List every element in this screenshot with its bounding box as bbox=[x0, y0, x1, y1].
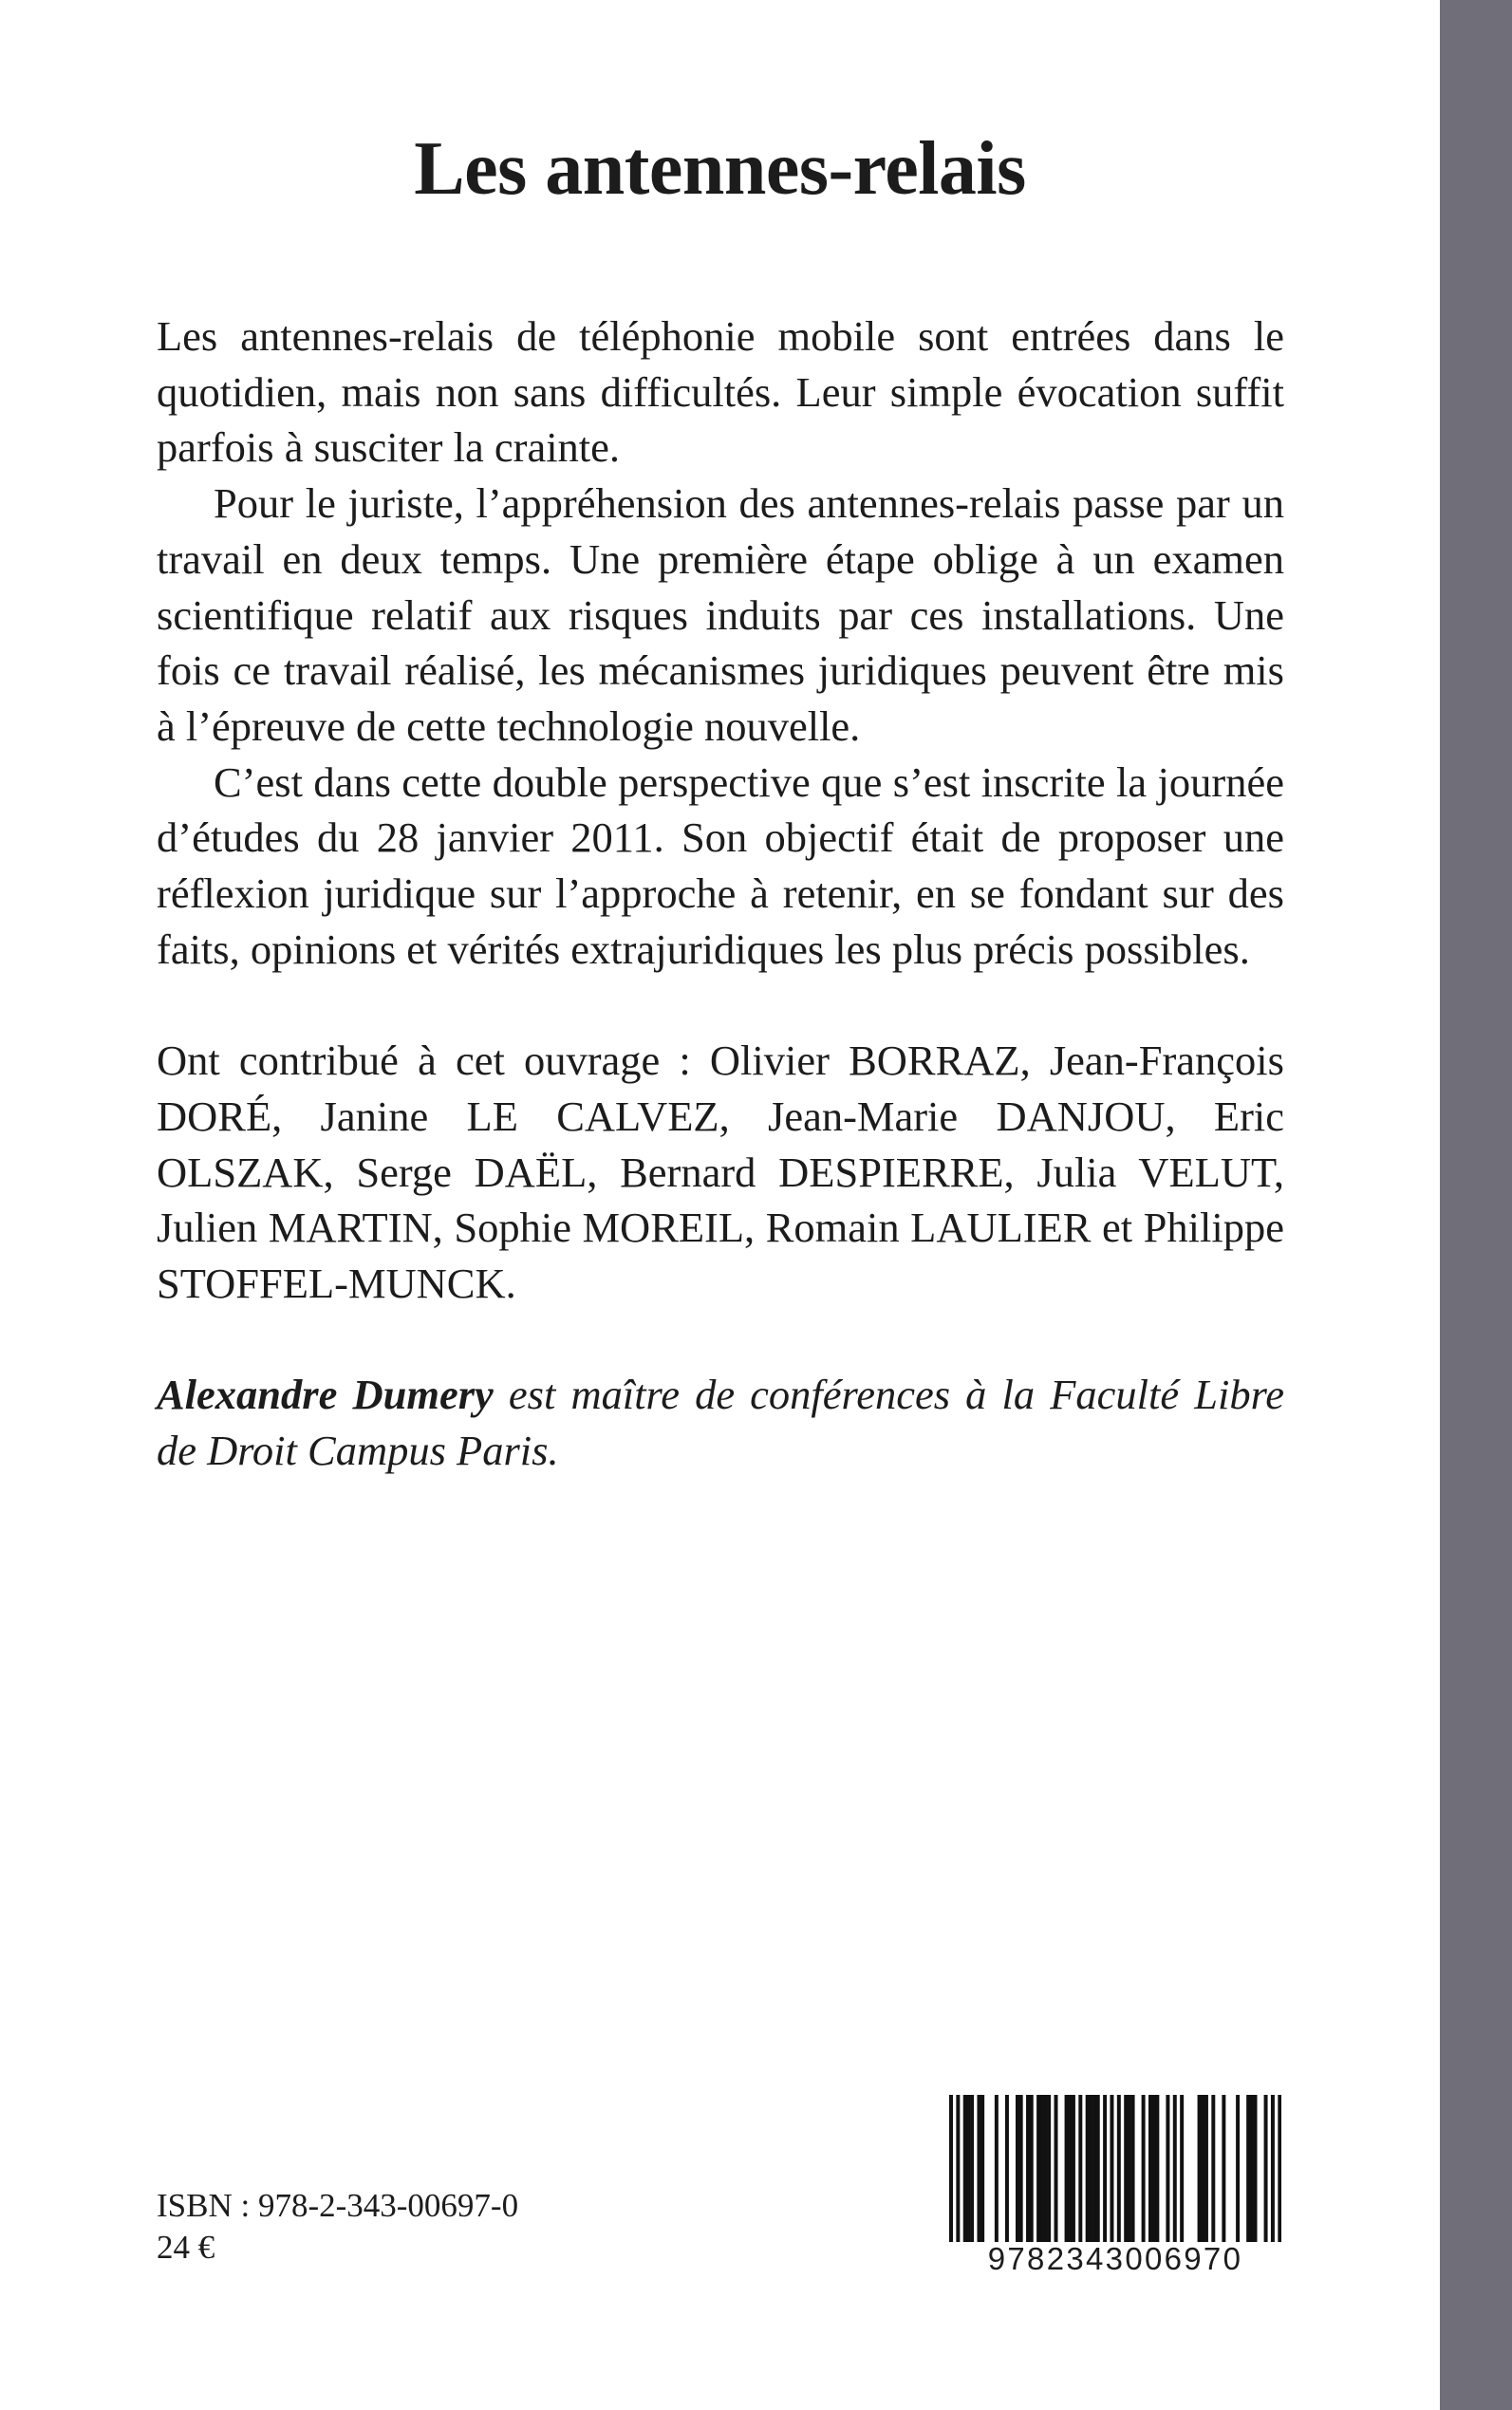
barcode-bar bbox=[1173, 2095, 1177, 2242]
barcode-bar bbox=[1072, 2095, 1075, 2242]
barcode-digits: 9782343006970 bbox=[987, 2241, 1243, 2276]
barcode-bar bbox=[1278, 2095, 1281, 2242]
barcode-bar bbox=[1222, 2095, 1225, 2242]
barcode-bar bbox=[1201, 2095, 1204, 2242]
barcode-bar bbox=[980, 2095, 984, 2242]
barcode-bar bbox=[949, 2095, 953, 2242]
isbn: ISBN : 978-2-343-00697-0 bbox=[157, 2187, 519, 2224]
barcode-bar bbox=[1086, 2095, 1090, 2242]
barcode-bar bbox=[1166, 2095, 1169, 2242]
intro-paragraph: Les antennes-relais de téléphonie mobile sont entrées dans le quotidien, mais non sans difficultés. Leur simple évocation suffit parfois à susciter la crainte. bbox=[157, 312, 1284, 472]
barcode-bar bbox=[1092, 2095, 1096, 2242]
barcode-bar bbox=[1026, 2095, 1030, 2242]
barcode-bar bbox=[1110, 2095, 1113, 2242]
barcode-bar bbox=[1016, 2095, 1019, 2242]
barcode-bar bbox=[1036, 2095, 1040, 2242]
barcode-bar bbox=[1103, 2095, 1107, 2242]
barcode-bar bbox=[977, 2095, 980, 2242]
barcode-bar bbox=[956, 2095, 960, 2242]
barcode-bar bbox=[966, 2095, 970, 2242]
barcode-bar bbox=[1152, 2095, 1156, 2242]
barcode-bar bbox=[1019, 2095, 1023, 2242]
back-cover-text bbox=[157, 308, 1284, 1479]
author-bio-text: est maître de conférences à la Faculté Libre de Droit Campus Paris. bbox=[157, 1371, 1285, 1475]
barcode-bar bbox=[1271, 2095, 1275, 2242]
method-paragraph: Pour le juriste, l’appréhension des antennes-relais passe par un travail en deux temps. Une première étape oblige à un examen scientifique relatif aux risques induits par ces installations. Une fois ce travail réalisé, les mécanismes juridiques peuvent être mis à l’épreuve de cette technologie nouvelle. bbox=[157, 479, 1284, 750]
barcode-bar bbox=[1030, 2095, 1034, 2242]
barcode-bar bbox=[963, 2095, 967, 2242]
barcode-bar bbox=[1128, 2095, 1131, 2242]
barcode-bar bbox=[1236, 2095, 1240, 2242]
barcode-bar bbox=[1068, 2095, 1072, 2242]
barcode-bar bbox=[1078, 2095, 1082, 2242]
barcode-bar bbox=[970, 2095, 974, 2242]
price: 24 € bbox=[157, 2229, 215, 2266]
barcode-bar bbox=[1043, 2095, 1047, 2242]
author-name: Alexandre Dumery bbox=[157, 1371, 494, 1419]
barcode-bar bbox=[995, 2095, 999, 2242]
barcode-bar bbox=[1089, 2095, 1092, 2242]
barcode-bar bbox=[1180, 2095, 1184, 2242]
barcode-bar bbox=[1198, 2095, 1202, 2242]
barcode-bar bbox=[1142, 2095, 1146, 2242]
barcode-bar bbox=[1124, 2095, 1128, 2242]
barcode-bar bbox=[1250, 2095, 1254, 2242]
barcode-bar bbox=[1131, 2095, 1135, 2242]
barcode-bar bbox=[1246, 2095, 1250, 2242]
barcode-bar bbox=[1148, 2095, 1152, 2242]
contributors-paragraph: Ont contribué à cet ouvrage : Olivier BORRAZ, Jean-François DORÉ, Janine LE CALVEZ, Jean-Marie DANJOU, Eric OLSZAK, Serge DAËL, Bernard DESPIERRE, Julia VELUT, Julien MARTIN, Sophie MOREIL, Romain LAULIER et Philippe STOFFEL-MUNCK. bbox=[157, 1037, 1284, 1307]
spine-strip bbox=[1440, 0, 1512, 2410]
barcode-bar bbox=[1096, 2095, 1100, 2242]
isbn-block bbox=[157, 2185, 518, 2269]
barcode-bar bbox=[1055, 2095, 1058, 2242]
barcode bbox=[949, 2095, 1281, 2242]
barcode-bar bbox=[1211, 2095, 1215, 2242]
author-bio bbox=[157, 1367, 1284, 1478]
barcode-bar bbox=[1047, 2095, 1051, 2242]
barcode-bar bbox=[1117, 2095, 1121, 2242]
barcode-bar bbox=[1254, 2095, 1258, 2242]
barcode-bar bbox=[1204, 2095, 1208, 2242]
barcode-bar bbox=[1040, 2095, 1044, 2242]
barcode-bar bbox=[1065, 2095, 1069, 2242]
page-title: Les antennes-relais bbox=[414, 127, 1026, 211]
barcode-bar bbox=[1264, 2095, 1268, 2242]
barcode-bar bbox=[1155, 2095, 1159, 2242]
event-paragraph: C’est dans cette double perspective que s’est inscrite la journée d’études du 28 janvier 2011. Son objectif était de proposer une réflexion juridique sur l’approche à retenir, en se fondant sur des faits, opinions et vérités extrajuridiques les plus précis possibles. bbox=[157, 757, 1284, 973]
barcode-bar bbox=[1005, 2095, 1009, 2242]
